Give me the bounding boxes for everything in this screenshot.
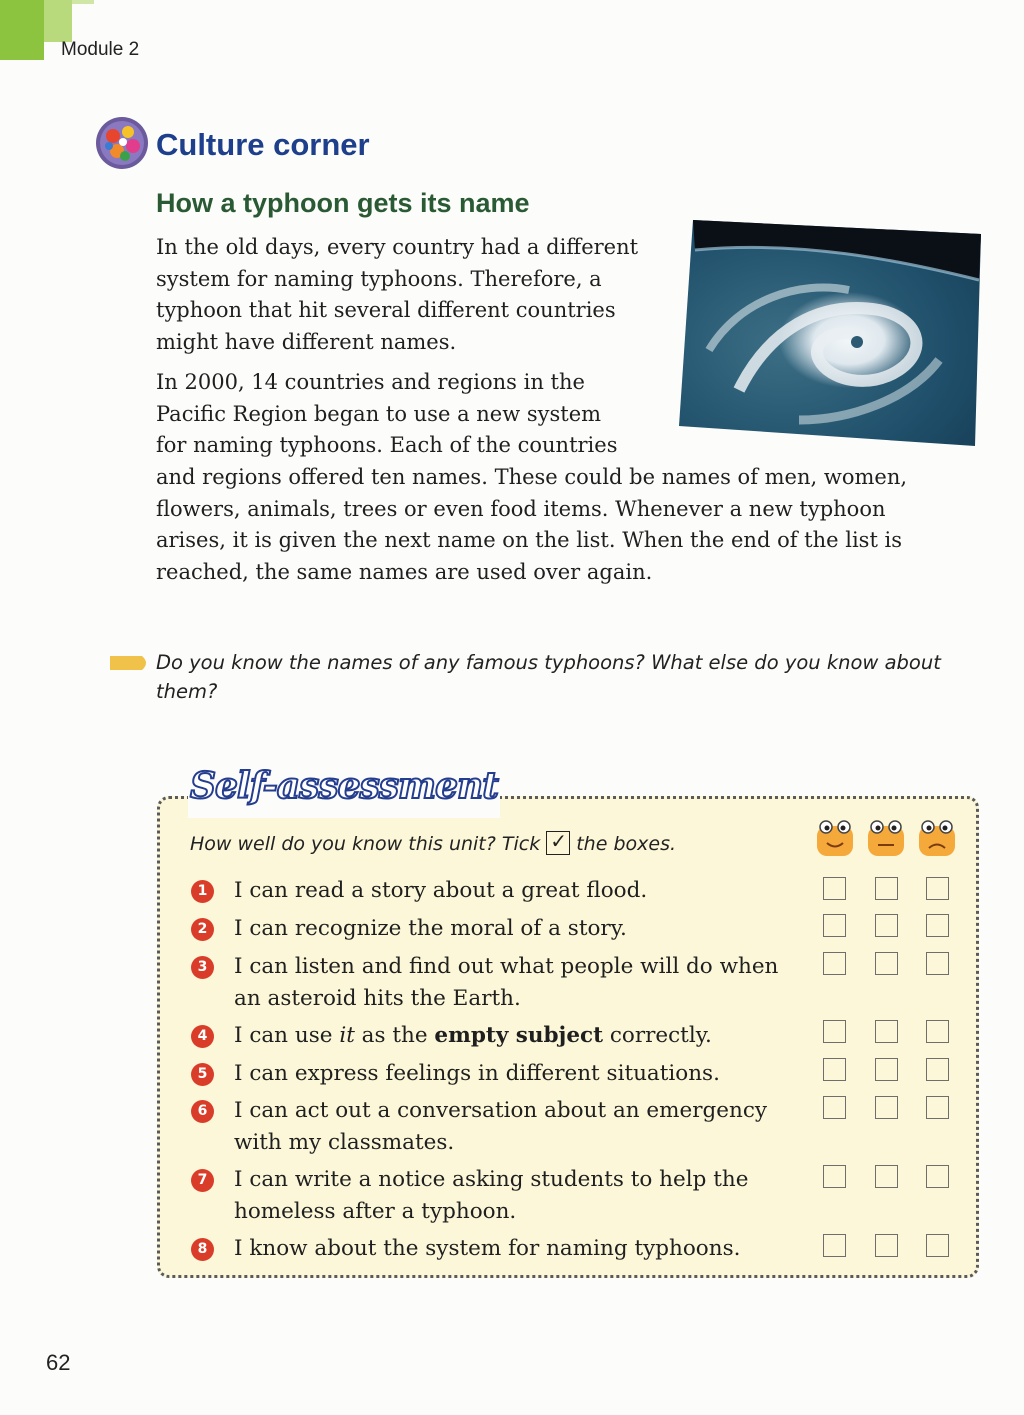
assessment-item-2 (234, 913, 627, 945)
item-line: I can write a notice asking students to help the (234, 1167, 749, 1192)
text-line: and regions offered ten names. These could be names of men, women, (156, 465, 908, 489)
paragraph-1 (156, 232, 638, 358)
item-text-part: correctly. (603, 1023, 712, 1048)
item-1-happy-checkbox[interactable] (823, 877, 846, 900)
text-line: flowers, animals, trees or even food items. Whenever a new typhoon (156, 496, 886, 521)
assessment-item-5 (234, 1058, 720, 1090)
item-number: 2 (191, 918, 214, 941)
item-line: homeless after a typhoon. (234, 1198, 517, 1224)
item-line: with my classmates. (234, 1129, 455, 1155)
item-1-neutral-checkbox[interactable] (875, 877, 898, 900)
page-number: 62 (46, 1350, 71, 1375)
item-7-sad-checkbox[interactable] (926, 1165, 949, 1188)
item-3-sad-checkbox[interactable] (926, 952, 949, 975)
corner-tab-strip (72, 0, 94, 4)
tick-sample-icon (546, 831, 570, 855)
text-line: In 2000, 14 countries and regions in the (156, 370, 585, 394)
text-line: Pacific Region began to use a new system (156, 401, 602, 426)
item-7-neutral-checkbox[interactable] (875, 1165, 898, 1188)
item-4-happy-checkbox[interactable] (823, 1020, 846, 1043)
item-4-neutral-checkbox[interactable] (875, 1020, 898, 1043)
text-line: might have different names. (156, 329, 457, 354)
assessment-item-8 (234, 1233, 740, 1265)
discussion-question: Do you know the names of any famous typhoons? What else do you know about them? (156, 651, 941, 703)
section-title: Culture corner (156, 127, 370, 162)
item-2-neutral-checkbox[interactable] (875, 914, 898, 937)
item-5-sad-checkbox[interactable] (926, 1058, 949, 1081)
happy-face-icon (815, 818, 855, 858)
text-line: In the old days, every country had a different (156, 235, 639, 259)
item-text-part: I can use (234, 1023, 340, 1048)
item-1-sad-checkbox[interactable] (926, 877, 949, 900)
text-line: reached, the same names are used over again. (156, 559, 653, 584)
item-number: 3 (191, 956, 214, 979)
corner-tab-light (44, 0, 72, 42)
instructions-text: How well do you know this unit? Tick (190, 833, 541, 855)
item-8-sad-checkbox[interactable] (926, 1234, 949, 1257)
assessment-item-1 (234, 875, 647, 907)
item-2-sad-checkbox[interactable] (926, 914, 949, 937)
assessment-item-6 (234, 1095, 767, 1158)
paragraph-2 (156, 367, 617, 462)
item-text-bold: empty subject (434, 1023, 604, 1048)
item-number: 5 (191, 1063, 214, 1086)
assessment-item-4 (234, 1020, 712, 1052)
item-2-happy-checkbox[interactable] (823, 914, 846, 937)
item-6-neutral-checkbox[interactable] (875, 1096, 898, 1119)
item-5-happy-checkbox[interactable] (823, 1058, 846, 1081)
neutral-face-icon (866, 818, 906, 858)
instructions-text-end: the boxes. (576, 833, 677, 855)
assessment-item-7 (234, 1164, 748, 1227)
sad-face-icon (917, 818, 957, 858)
item-6-sad-checkbox[interactable] (926, 1096, 949, 1119)
item-text-part: as the (354, 1023, 435, 1048)
item-4-sad-checkbox[interactable] (926, 1020, 949, 1043)
text-line: typhoon that hit several different countries (156, 298, 616, 323)
typhoon-satellite-photo (679, 220, 981, 446)
item-3-neutral-checkbox[interactable] (875, 952, 898, 975)
item-text-italic: it (339, 1023, 355, 1048)
item-7-happy-checkbox[interactable] (823, 1165, 846, 1188)
paragraph-2-continued (156, 462, 907, 588)
item-6-happy-checkbox[interactable] (823, 1096, 846, 1119)
item-line: I can read a story about a great flood. (234, 878, 648, 903)
item-line: I can express feelings in different situations. (234, 1061, 720, 1086)
item-line: I can act out a conversation about an emergency (234, 1098, 768, 1123)
item-line: I know about the system for naming typhoons. (234, 1236, 741, 1261)
item-number: 6 (191, 1100, 214, 1123)
item-line: an asteroid hits the Earth. (234, 985, 521, 1011)
self-assessment-instructions (190, 831, 676, 855)
item-number: 1 (191, 880, 214, 903)
item-number: 7 (191, 1169, 214, 1192)
text-line: for naming typhoons. Each of the countries (156, 433, 618, 458)
item-5-neutral-checkbox[interactable] (875, 1058, 898, 1081)
item-3-happy-checkbox[interactable] (823, 952, 846, 975)
item-8-happy-checkbox[interactable] (823, 1234, 846, 1257)
article-title: How a typhoon gets its name (156, 188, 530, 218)
tick-mark: ✓ (550, 829, 567, 853)
module-label: Module 2 (61, 39, 140, 60)
item-number: 8 (191, 1238, 214, 1261)
item-8-neutral-checkbox[interactable] (875, 1234, 898, 1257)
text-line: system for naming typhoons. Therefore, a (156, 266, 602, 291)
pointer-marker-icon (110, 654, 150, 672)
self-assessment-title: Self-assessment (190, 765, 498, 807)
assessment-item-3 (234, 951, 778, 1014)
item-line: I can listen and find out what people will do when (234, 954, 779, 979)
item-number: 4 (191, 1025, 214, 1048)
culture-globe-icon (95, 116, 149, 170)
corner-tab (0, 0, 44, 60)
text-line: arises, it is given the next name on the list. When the end of the list is (156, 528, 903, 553)
item-line: I can recognize the moral of a story. (234, 916, 627, 941)
